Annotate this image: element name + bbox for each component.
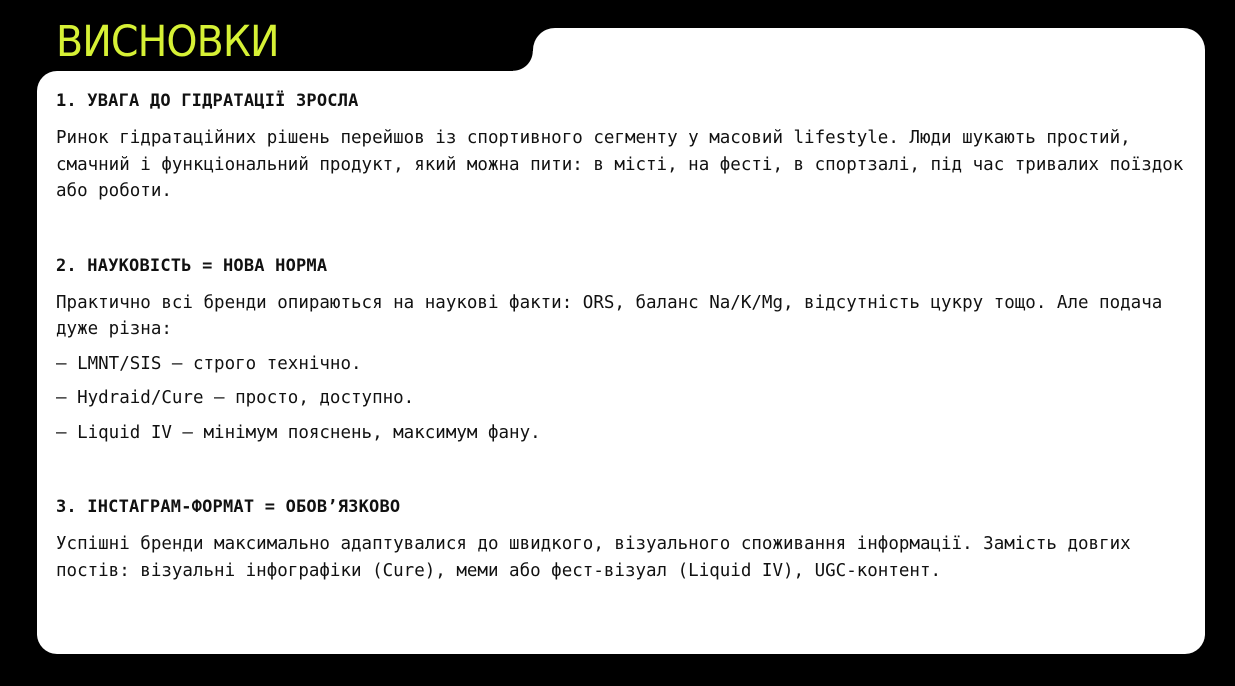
page-title: ВИСНОВКИ xyxy=(56,17,279,67)
section-text: Ринок гідратаційних рішень перейшов із спортивного сегменту у масовий lifestyle. Люди шукають простий, смачний і функціональний продукт, який можна пити: в місті, на фесті, в спортзалі, під час тривалих поїздок або роботи. xyxy=(56,128,1184,201)
conclusion-section-3 xyxy=(56,494,1186,584)
conclusion-section-2 xyxy=(56,253,1186,447)
bullet-list xyxy=(56,351,1186,447)
section-heading: 3. ІНСТАГРАМ-ФОРМАТ = ОБОВ’ЯЗКОВО xyxy=(56,497,401,517)
section-text: Практично всі бренди опираються на наукові факти: ORS, баланс Na/K/Mg, відсутність цукру тощо. Але подача дуже різна: xyxy=(56,292,1163,339)
section-heading: 1. УВАГА ДО ГІДРАТАЦІЇ ЗРОСЛА xyxy=(56,91,359,111)
bullet-item: — LMNT/SIS — строго технічно. xyxy=(56,353,362,374)
section-heading: 2. НАУКОВІСТЬ = НОВА НОРМА xyxy=(56,255,328,276)
conclusion-section-1 xyxy=(56,88,1186,205)
bullet-item: — Hydraid/Cure — просто, доступно. xyxy=(56,388,415,408)
conclusions-list xyxy=(56,88,1186,632)
section-text: Успішні бренди максимально адаптувалися до швидкого, візуального споживання інформації. Замість довгих постів: візуальні інфографіки (Cure), меми або фест-візуал (Liquid IV), UGC-контент. xyxy=(56,534,1131,581)
bullet-item: — Liquid IV — мінімум пояснень, максимум фану. xyxy=(56,422,541,443)
card-corner-curve xyxy=(513,51,533,71)
